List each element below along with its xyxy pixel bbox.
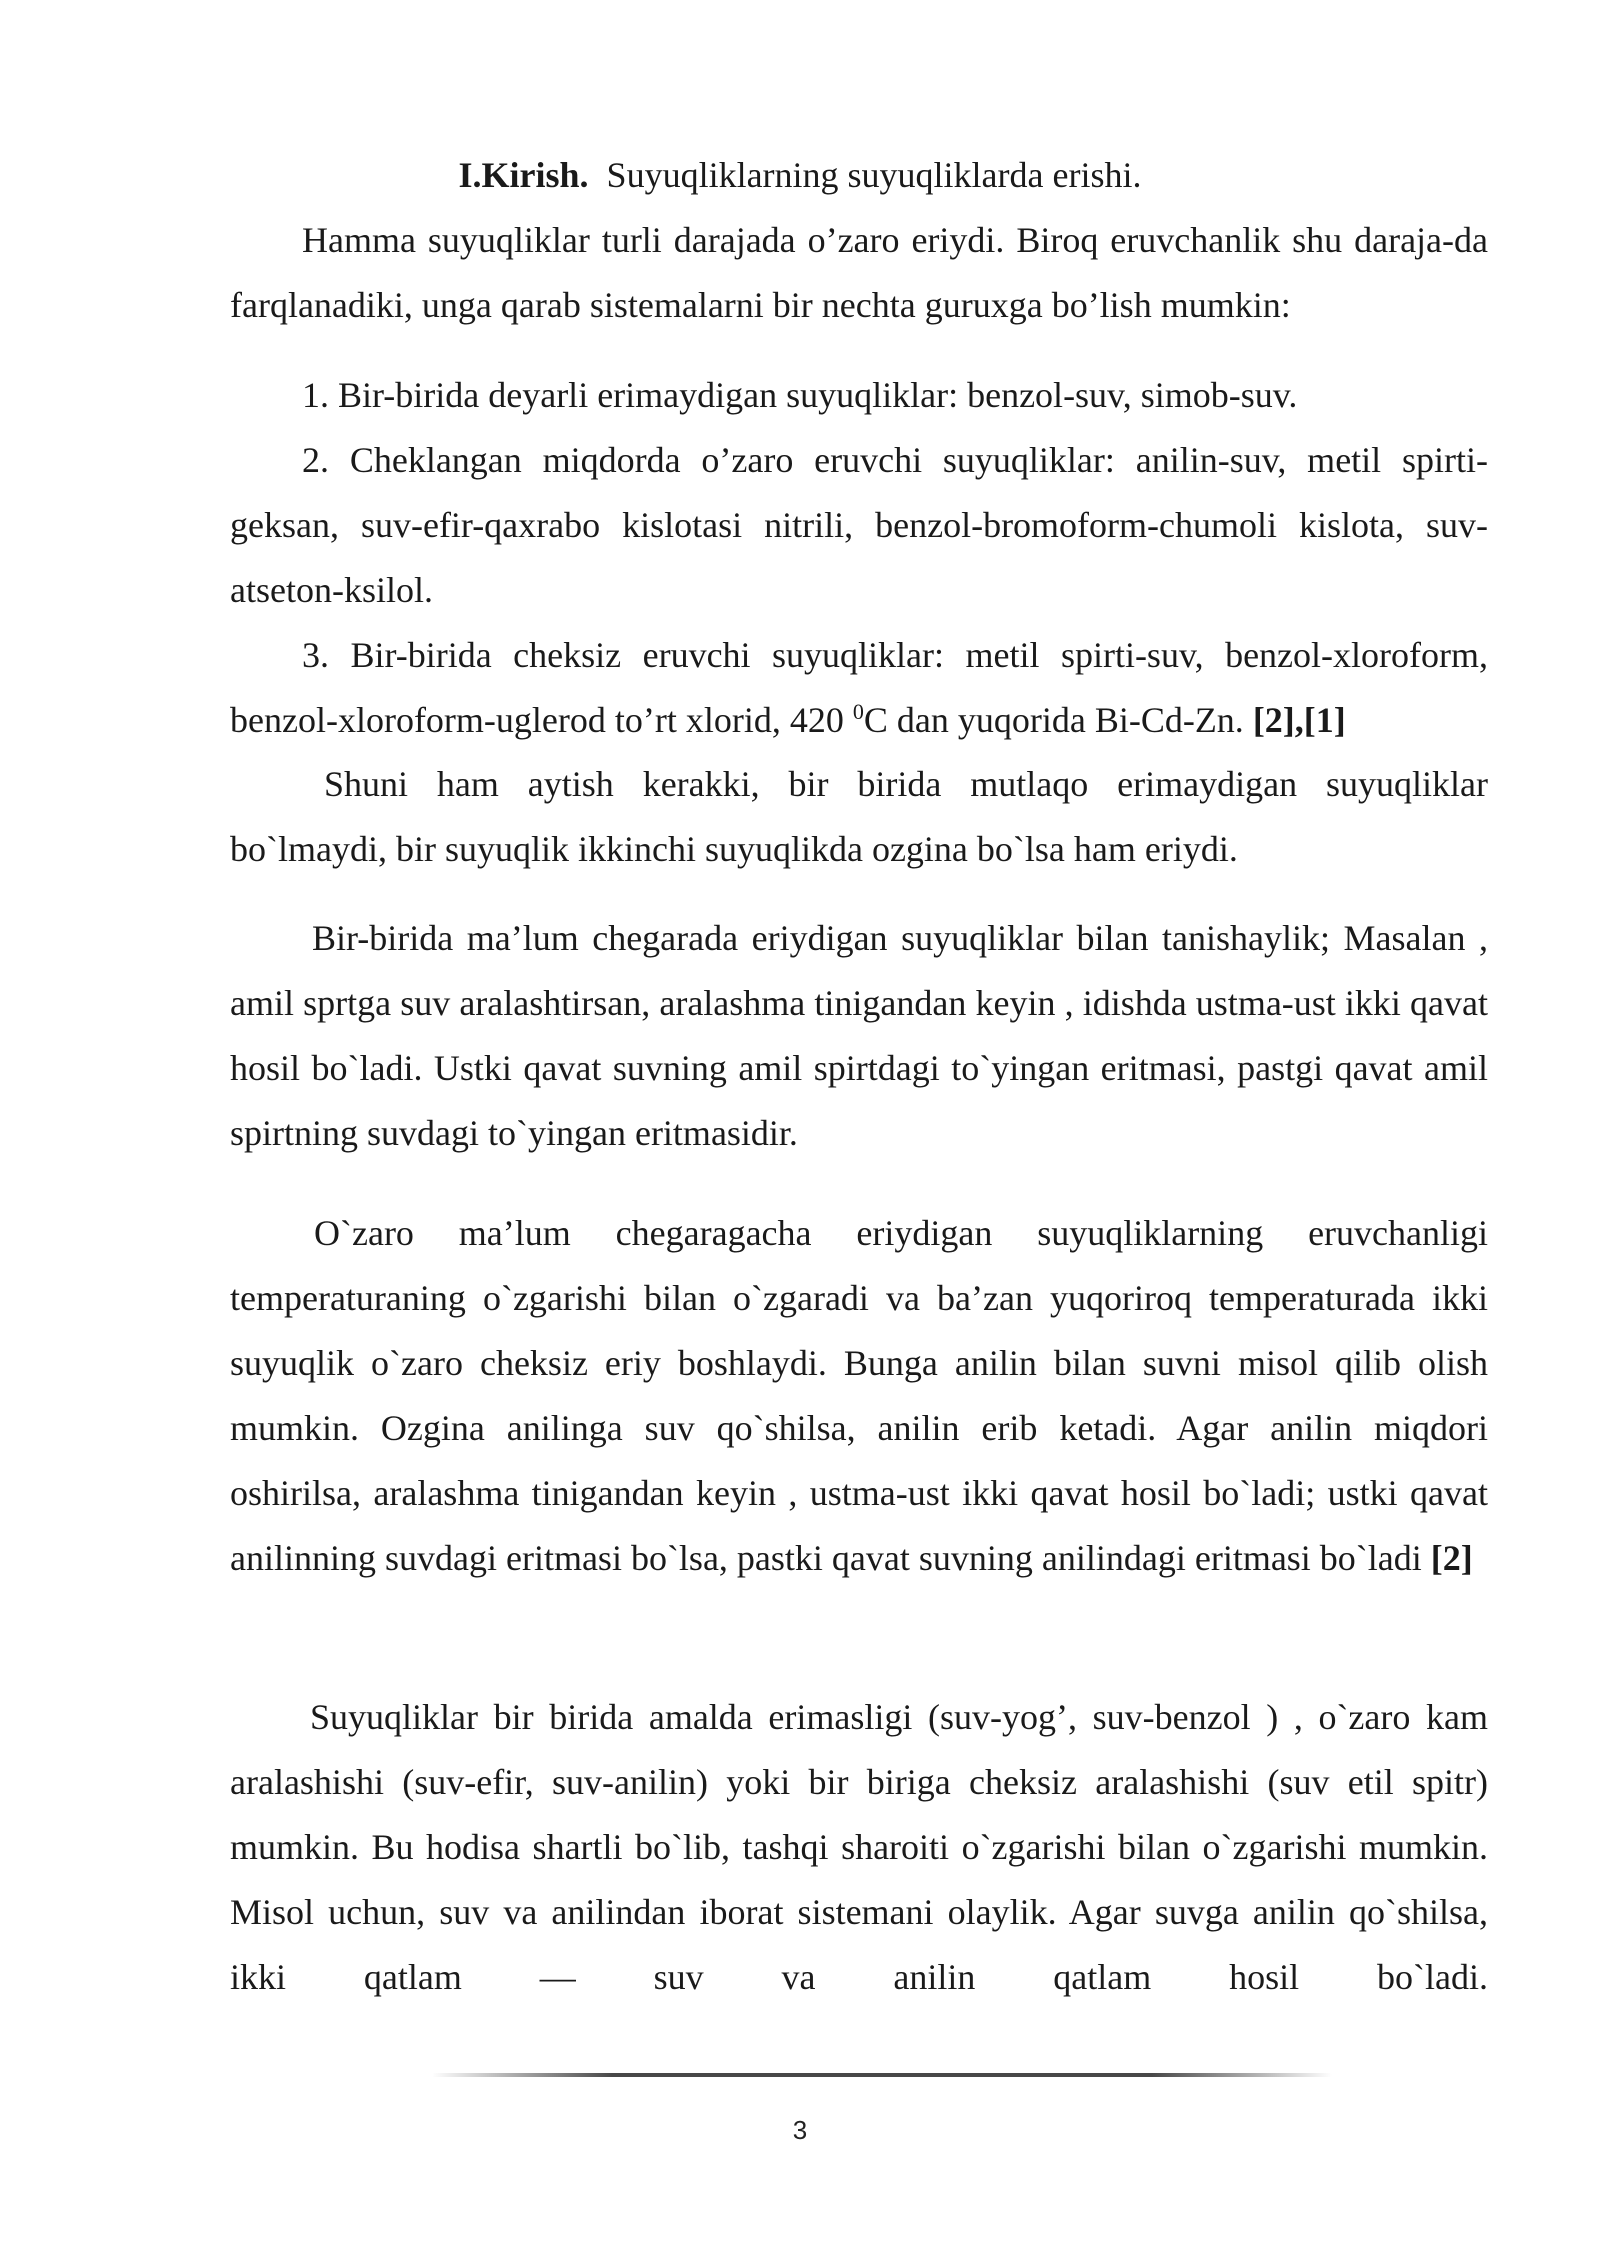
degree-superscript: 0 <box>852 699 864 724</box>
paragraph: Shuni ham aytish kerakki, bir birida mutlaqo erimaydigan suyuqliklar bo`lmaydi, bir suyuqlik ikkinchi suyuqlikda ozgina bo`lsa ham eriydi. <box>230 764 1488 869</box>
page-number: 3 <box>792 2115 808 2145</box>
footer-divider <box>432 2073 1332 2077</box>
numbered-list <box>230 363 1488 753</box>
paragraph <box>230 1201 1488 1591</box>
body-text <box>230 208 1488 338</box>
paragraph-block <box>230 1685 1488 2010</box>
paragraph-block <box>230 752 1488 882</box>
section-heading <box>0 150 1600 200</box>
heading-number: I.Kirish. <box>458 155 589 195</box>
paragraph-block <box>230 1201 1488 1591</box>
list-item-3-text-end: C dan yuqorida Bi-Cd-Zn. <box>863 700 1244 740</box>
intro-paragraph: Hamma suyuqliklar turli darajada o’zaro eriydi. Biroq eruvchanlik shu daraja-da farqlanadiki, unga qarab sistemalarni bir nechta guruxga bo’lish mumkin: <box>230 220 1488 325</box>
list-item: 2. Cheklangan miqdorda o’zaro eruvchi suyuqliklar: anilin-suv, metil spirti-geksan, suv-efir-qaxrabo kislotasi nitrili, benzol-bromoform-chumoli kislota, suv-atseton-ksilol. <box>230 440 1488 610</box>
paragraph-block <box>230 906 1488 1166</box>
list-item <box>230 623 1488 753</box>
paragraph-text: O`zaro ma’lum chegaragacha eriydigan suyuqliklarning eruvchanligi temperaturaning o`zgarishi bilan o`zgaradi va ba’zan yuqoriroq temperaturada ikki suyuqlik o`zaro cheksiz eriy boshlaydi. Bunga anilin bilan suvni misol qilib olish mumkin. Ozgina anilinga suv qo`shilsa, anilin erib ketadi. Agar anilin miqdori oshirilsa, aralashma tinigandan keyin , ustma-ust ikki qavat hosil bo`ladi; ustki qavat anilinning suvdagi eritmasi bo`lsa, pastki qavat suvning anilindagi eritmasi bo`ladi <box>230 1213 1488 1578</box>
heading-text: Suyuqliklarning suyuqliklarda erishi. <box>606 155 1142 195</box>
paragraph: Bir-birida ma’lum chegarada eriydigan suyuqliklar bilan tanishaylik; Masalan , amil sprtga suv aralashtirsan, aralashma tinigandan keyin , idishda ustma-ust ikki qavat hosil bo`ladi. Ustki qavat suvning amil spirtdagi to`yingan eritmasi, pastgi qavat amil spirtning suvdagi to`yingan eritmasidir. <box>230 918 1488 1153</box>
list-item: 1. Bir-birida deyarli erimaydigan suyuqliklar: benzol-suv, simob-suv. <box>302 375 1298 415</box>
citation: [2],[1] <box>1252 700 1346 740</box>
list-item-3-text: 3. Bir-birida cheksiz eruvchi suyuqliklar: metil spirti-suv, benzol-xloroform, benzol-xloroform-uglerod to’rt xlorid, 420 <box>230 635 1488 740</box>
paragraph: Suyuqliklar bir birida amalda erimasligi (suv-yog’, suv-benzol ) , o`zaro kam aralashishi (suv-efir, suv-anilin) yoki bir biriga cheksiz aralashishi (suv etil spitr) mumkin. Bu hodisa shartli bo`lib, tashqi sharoiti o`zgarishi bilan o`zgarishi mumkin. Misol uchun, suv va anilindan iborat sistemani olaylik. Agar suvga anilin qo`shilsa, ikki qatlam — suv va anilin qatlam hosil bo`ladi. <box>230 1697 1488 1997</box>
citation: [2] <box>1430 1538 1473 1578</box>
